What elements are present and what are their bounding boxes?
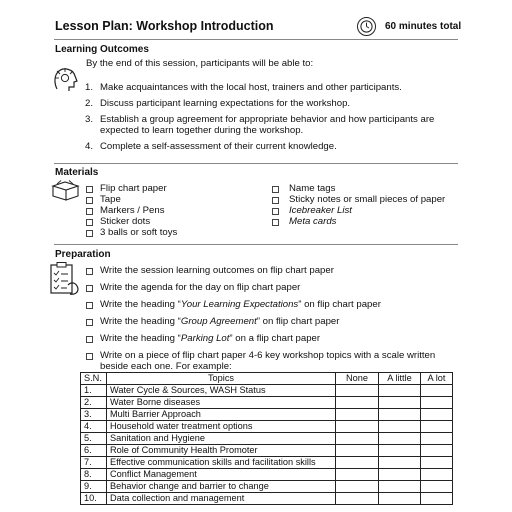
rating-cell	[336, 409, 379, 421]
rating-cell	[379, 433, 421, 445]
table-row	[81, 469, 453, 481]
sn-cell: 7.	[81, 457, 107, 469]
material-item: Sticker dots	[100, 216, 151, 227]
rating-cell	[379, 481, 421, 493]
material-item: Tape	[100, 194, 121, 205]
sn-cell: 9.	[81, 481, 107, 493]
material-item: Flip chart paper	[100, 183, 167, 194]
checkbox	[272, 186, 279, 193]
rating-cell	[421, 397, 453, 409]
rating-cell	[379, 469, 421, 481]
learning-outcomes-heading: Learning Outcomes	[55, 44, 149, 55]
table-row	[81, 409, 453, 421]
topic-cell: Water Cycle & Sources, WASH Status	[107, 385, 336, 397]
checkbox	[86, 186, 93, 193]
topics-table	[80, 372, 453, 505]
topic-cell: Water Borne diseases	[107, 397, 336, 409]
rating-cell	[421, 457, 453, 469]
checkbox	[86, 219, 93, 226]
rating-cell	[379, 493, 421, 505]
rating-cell	[336, 457, 379, 469]
rating-cell	[336, 469, 379, 481]
prep-item-continued: beside each one. For example:	[100, 361, 232, 372]
topic-cell: Household water treatment options	[107, 421, 336, 433]
rating-cell	[421, 481, 453, 493]
sn-cell: 5.	[81, 433, 107, 445]
topic-cell: Conflict Management	[107, 469, 336, 481]
table-row	[81, 385, 453, 397]
column-header-topics: Topics	[107, 373, 336, 385]
section-divider	[54, 163, 458, 164]
topic-cell: Behavior change and barrier to change	[107, 481, 336, 493]
materials-box-icon	[51, 180, 81, 207]
table-row	[81, 421, 453, 433]
rating-cell	[421, 421, 453, 433]
sn-cell: 6.	[81, 445, 107, 457]
preparation-heading: Preparation	[55, 249, 111, 260]
rating-cell	[421, 433, 453, 445]
rating-cell	[336, 493, 379, 505]
rating-cell	[336, 421, 379, 433]
checkbox	[86, 285, 93, 292]
topic-cell: Role of Community Health Promoter	[107, 445, 336, 457]
outcome-text: Complete a self-assessment of their current knowledge.	[100, 141, 337, 152]
rating-cell	[421, 445, 453, 457]
rating-cell	[421, 469, 453, 481]
column-header-none: None	[336, 373, 379, 385]
checkbox	[86, 208, 93, 215]
material-item: Name tags	[289, 183, 336, 194]
material-item: Markers / Pens	[100, 205, 165, 216]
checkbox	[272, 208, 279, 215]
checkbox	[86, 197, 93, 204]
prep-item: Write the agenda for the day on flip chart paper	[100, 282, 301, 293]
outcome-number: 1.	[85, 82, 94, 93]
outcome-number: 2.	[85, 98, 94, 109]
topic-cell: Multi Barrier Approach	[107, 409, 336, 421]
prep-item: Write the heading “Parking Lot” on a flip chart paper	[100, 333, 321, 344]
sn-cell: 2.	[81, 397, 107, 409]
checkbox	[86, 336, 93, 343]
page-title: Lesson Plan: Workshop Introduction	[55, 19, 274, 33]
prep-item: Write the session learning outcomes on flip chart paper	[100, 265, 334, 276]
sn-cell: 10.	[81, 493, 107, 505]
sn-cell: 1.	[81, 385, 107, 397]
checkbox	[272, 219, 279, 226]
prep-item: Write the heading “Group Agreement” on flip chart paper	[100, 316, 340, 327]
topic-cell: Data collection and management	[107, 493, 336, 505]
session-duration: 60 minutes total	[385, 21, 462, 32]
checkbox	[86, 319, 93, 326]
sn-cell: 3.	[81, 409, 107, 421]
rating-cell	[421, 493, 453, 505]
section-divider	[54, 244, 458, 245]
rating-cell	[421, 385, 453, 397]
material-item: 3 balls or soft toys	[100, 227, 178, 238]
column-header-sn: S.N.	[81, 373, 107, 385]
rating-cell	[379, 397, 421, 409]
outcome-number: 4.	[85, 141, 94, 152]
rating-cell	[379, 457, 421, 469]
rating-cell	[379, 385, 421, 397]
table-row	[81, 433, 453, 445]
rating-cell	[421, 409, 453, 421]
sn-cell: 4.	[81, 421, 107, 433]
material-item: Icebreaker List	[289, 205, 352, 216]
column-header-a-little: A little	[379, 373, 421, 385]
topic-cell: Sanitation and Hygiene	[107, 433, 336, 445]
checkbox	[86, 302, 93, 309]
clipboard-checklist-icon	[48, 261, 80, 302]
rating-cell	[379, 445, 421, 457]
checkbox	[86, 353, 93, 360]
outcome-text: Discuss participant learning expectations for the workshop.	[100, 98, 351, 109]
material-item: Sticky notes or small pieces of paper	[289, 194, 446, 205]
table-row	[81, 445, 453, 457]
rating-cell	[336, 445, 379, 457]
materials-heading: Materials	[55, 167, 99, 178]
table-row	[81, 397, 453, 409]
topic-cell: Effective communication skills and facilitation skills	[107, 457, 336, 469]
rating-cell	[336, 481, 379, 493]
rating-cell	[336, 433, 379, 445]
material-item: Meta cards	[289, 216, 337, 227]
prep-item: Write the heading “Your Learning Expectations” on flip chart paper	[100, 299, 381, 310]
outcome-text-continued: expected to learn together during the workshop.	[100, 125, 304, 136]
rating-cell	[336, 397, 379, 409]
checkbox	[86, 230, 93, 237]
table-row	[81, 481, 453, 493]
column-header-a-lot: A lot	[421, 373, 453, 385]
lightbulb-head-icon	[51, 59, 81, 98]
clock-icon	[357, 17, 376, 36]
header-divider	[54, 39, 458, 40]
outcome-number: 3.	[85, 114, 94, 125]
checkbox	[86, 268, 93, 275]
rating-cell	[379, 409, 421, 421]
rating-cell	[336, 385, 379, 397]
prep-item: Write on a piece of flip chart paper 4-6 key workshop topics with a scale written	[100, 350, 436, 361]
sn-cell: 8.	[81, 469, 107, 481]
outcomes-intro: By the end of this session, participants will be able to:	[86, 58, 314, 69]
outcome-text: Establish a group agreement for appropriate behavior and how participants are	[100, 114, 435, 125]
checkbox	[272, 197, 279, 204]
outcome-text: Make acquaintances with the local host, trainers and other participants.	[100, 82, 402, 93]
rating-cell	[379, 421, 421, 433]
table-header-row	[81, 373, 453, 385]
table-row	[81, 457, 453, 469]
table-row	[81, 493, 453, 505]
